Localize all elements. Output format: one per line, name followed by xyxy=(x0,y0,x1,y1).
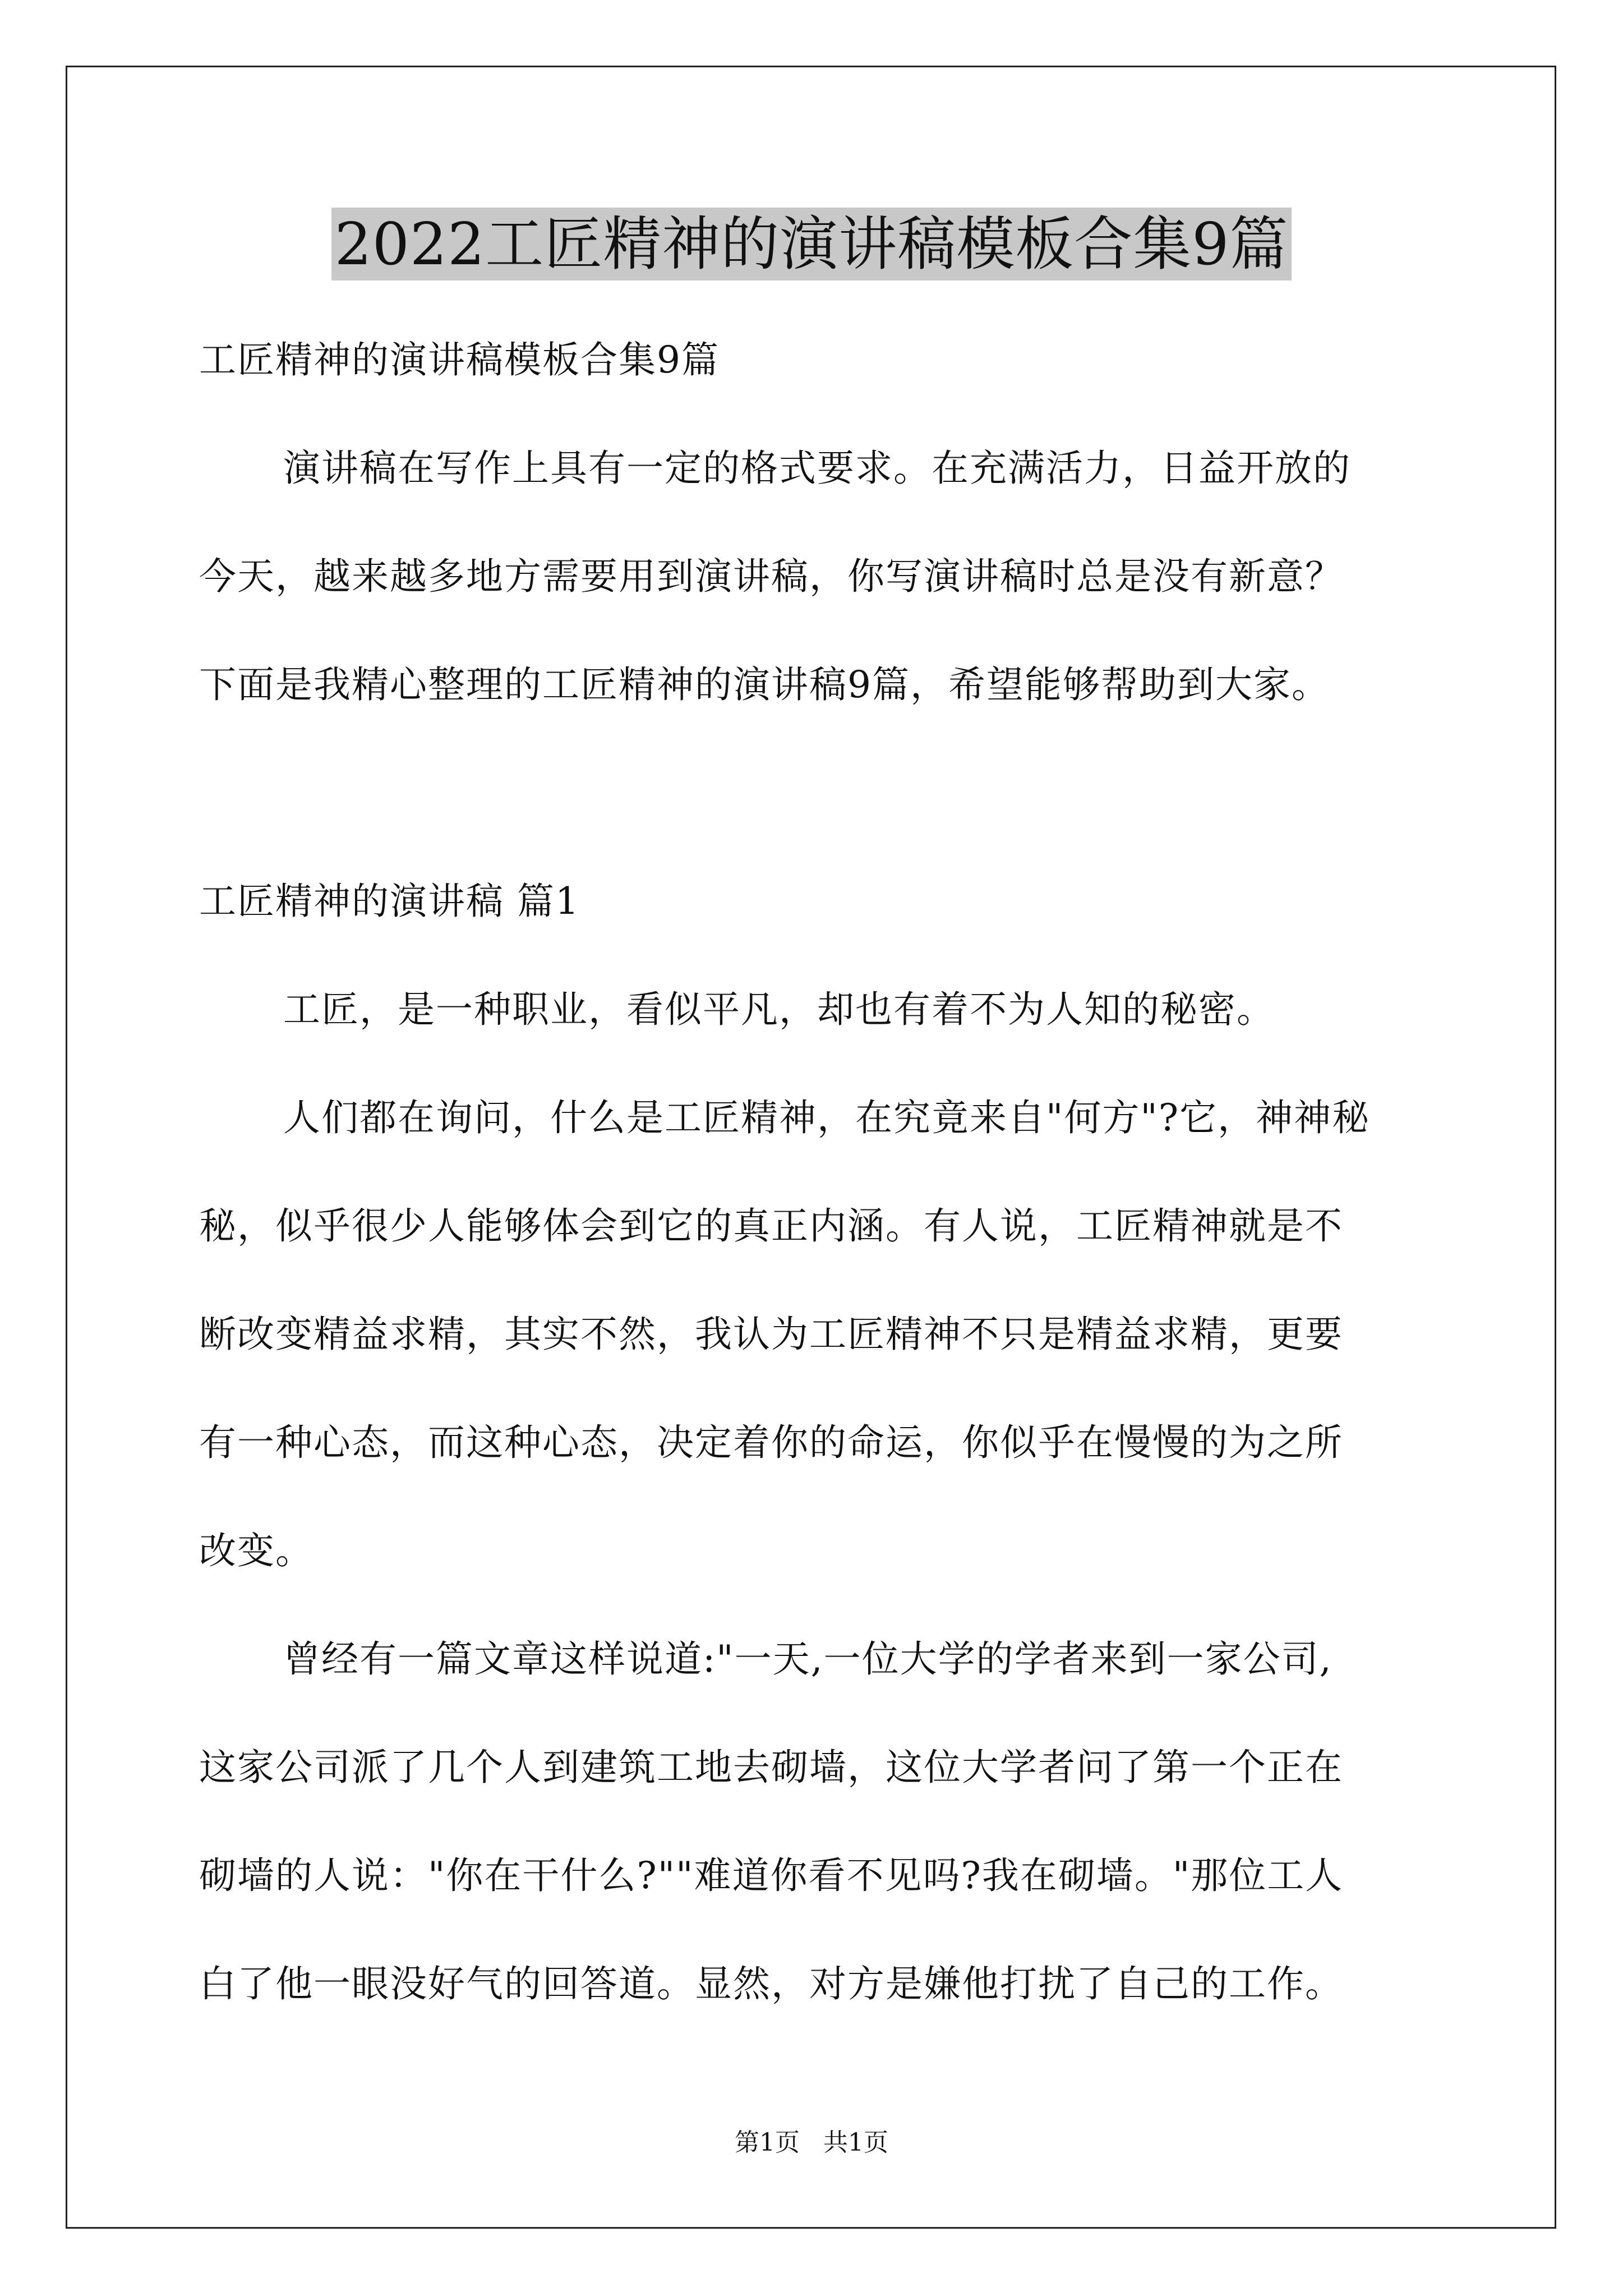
section-spacer xyxy=(199,739,1427,847)
section-heading: 工匠精神的演讲稿 篇1 xyxy=(199,880,580,923)
body-paragraph-line: 人们都在询问，什么是工匠精神，在究竟来自"何方"?它，神神秘 xyxy=(283,1096,1371,1139)
body-paragraph-line: 有一种心态，而这种心态，决定着你的命运，你似乎在慢慢的为之所 xyxy=(199,1421,1343,1464)
page-footer: 第1页 共1页 xyxy=(735,2128,888,2157)
document-title: 2022工匠精神的演讲稿模板合集9篇 xyxy=(331,208,1292,280)
body-paragraph-line: 断改变精益求精，其实不然，我认为工匠精神不只是精益求精，更要 xyxy=(199,1313,1343,1356)
intro-paragraph-line: 演讲稿在写作上具有一定的格式要求。在充满活力，日益开放的 xyxy=(283,447,1351,490)
intro-paragraph-line: 今天，越来越多地方需要用到演讲稿，你写演讲稿时总是没有新意？ xyxy=(199,555,1343,598)
document-subtitle: 工匠精神的演讲稿模板合集9篇 xyxy=(199,338,720,381)
body-paragraph-line: 这家公司派了几个人到建筑工地去砌墙，这位大学者问了第一个正在 xyxy=(199,1746,1343,1789)
intro-paragraph-line: 下面是我精心整理的工匠精神的演讲稿9篇，希望能够帮助到大家。 xyxy=(199,663,1330,706)
body-paragraph-line: 砌墙的人说："你在干什么?""难道你看不见吗?我在砌墙。"那位工人 xyxy=(199,1854,1344,1897)
body-paragraph-line: 改变。 xyxy=(199,1529,313,1572)
document-body xyxy=(199,306,1427,2038)
body-paragraph-line: 曾经有一篇文章这样说道:"一天,一位大学的学者来到一家公司, xyxy=(283,1637,1332,1681)
title-container xyxy=(0,208,1623,280)
body-paragraph-line: 白了他一眼没好气的回答道。显然，对方是嫌他打扰了自己的工作。 xyxy=(199,1962,1343,2005)
body-paragraph-line: 工匠，是一种职业，看似平凡，却也有着不为人知的秘密。 xyxy=(283,988,1275,1031)
body-paragraph-line: 秘，似乎很少人能够体会到它的真正内涵。有人说，工匠精神就是不 xyxy=(199,1204,1343,1248)
